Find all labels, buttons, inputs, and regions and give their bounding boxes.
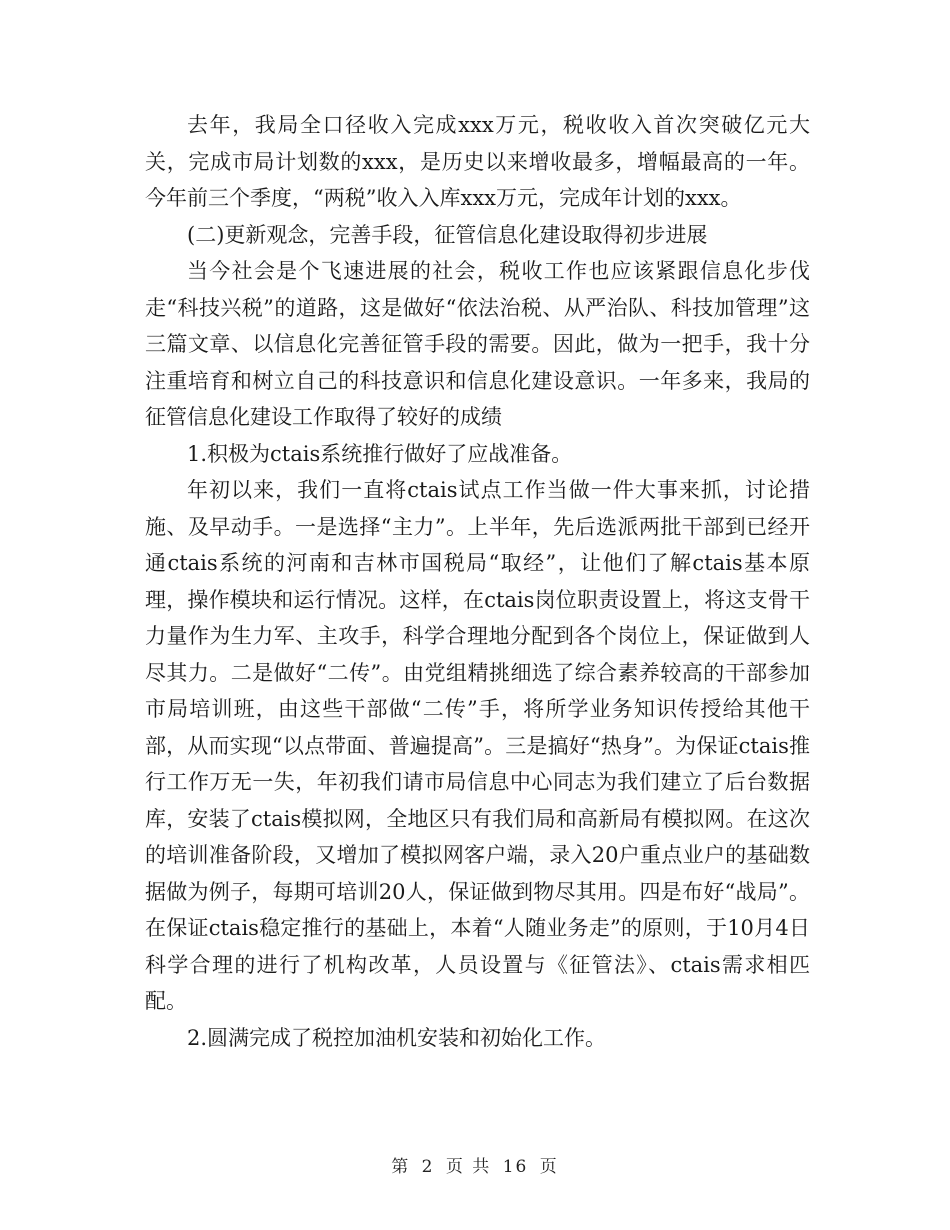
- subheading-tax-control-pump: 2.圆满完成了税控加油机安装和初始化工作。: [187, 1025, 607, 1050]
- section-heading-informatization: (二)更新观念，完善手段，征管信息化建设取得初步进展: [187, 222, 708, 247]
- footer-prefix: 第: [391, 1157, 411, 1177]
- subheading-ctais-preparation: 1.积极为ctais系统推行做好了应战准备。: [187, 441, 573, 466]
- page-footer: [0, 1152, 950, 1177]
- footer-total-pages: 16: [502, 1157, 529, 1177]
- document-body: [145, 107, 810, 1056]
- footer-current-page: 2: [421, 1157, 435, 1177]
- footer-middle: 页 共: [445, 1157, 492, 1177]
- paragraph-revenue-summary: 去年，我局全口径收入完成xxx万元，税收收入首次突破亿元大关，完成市局计划数的xxx，是历史以来增收最多，增幅最高的一年。今年前三个季度，“两税”收入入库xxx万元，完成年计划的xxx。: [145, 113, 810, 210]
- paragraph-tech-tax: 当今社会是个飞速进展的社会，税收工作也应该紧跟信息化步伐走“科技兴税”的道路，这是做好“依法治税、从严治队、科技加管理”这三篇文章、以信息化完善征管手段的需要。因此，做为一把手，我十分注重培育和树立自己的科技意识和信息化建设意识。一年多来，我局的征管信息化建设工作取得了较好的成绩: [145, 259, 810, 429]
- paragraph-ctais-details: 年初以来，我们一直将ctais试点工作当做一件大事来抓，讨论措施、及早动手。一是选择“主力”。上半年，先后选派两批干部到已经开通ctais系统的河南和吉林市国税局“取经”，让他们了解ctais基本原理，操作模块和运行情况。这样，在ctais岗位职责设置上，将这支骨干力量作为生力军、主攻手，科学合理地分配到各个岗位上，保证做到人尽其力。二是做好“二传”。由党组精挑细选了综合素养较高的干部参加市局培训班，由这些干部做“二传”手，将所学业务知识传授给其他干部，从而实现“以点带面、普遍提高”。三是搞好“热身”。为保证ctais推行工作万无一失，年初我们请市局信息中心同志为我们建立了后台数据库，安装了ctais模拟网，全地区只有我们局和高新局有模拟网。在这次的培训准备阶段，又增加了模拟网客户端，录入20户重点业户的基础数据做为例子，每期可培训20人，保证做到物尽其用。四是布好“战局”。在保证ctais稳定推行的基础上，本着“人随业务走”的原则，于10月4日科学合理的进行了机构改革，人员设置与《征管法》、ctais需求相匹配。: [145, 478, 810, 1013]
- footer-suffix: 页: [539, 1157, 559, 1177]
